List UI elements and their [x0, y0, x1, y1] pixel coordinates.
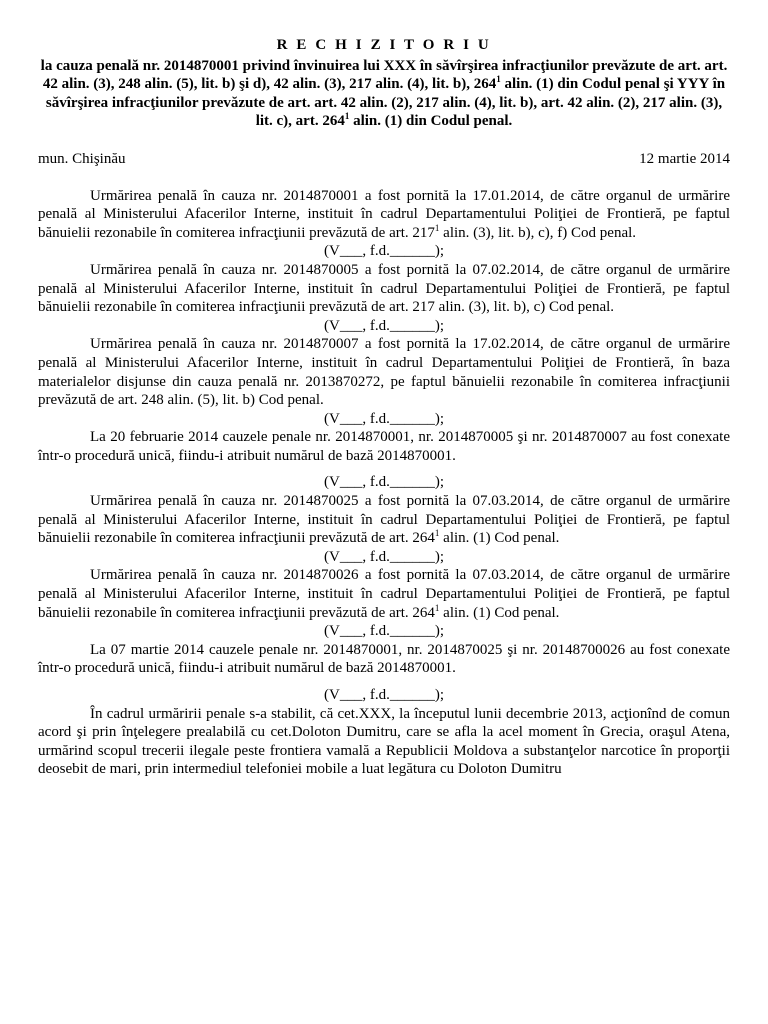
case-reference: (V___, f.d.______); [324, 243, 444, 260]
paragraph-7: La 07 martie 2014 cauzele penale nr. 2014870001, nr. 2014870025 şi nr. 20148700026 au fost conexate într-o procedură unică, fiindu-i atribuit numărul de bază 2014870001. [38, 641, 730, 677]
document-title: R E C H I Z I T O R I U [276, 37, 492, 53]
case-reference: (V___, f.d.______); [324, 474, 444, 491]
case-reference: (V___, f.d.______); [324, 623, 444, 640]
paragraph-4: La 20 februarie 2014 cauzele penale nr. 2014870001, nr. 2014870005 şi nr. 2014870007 au fost conexate într-o procedură unică, fiindu-i atribuit numărul de bază 2014870001. [38, 429, 730, 464]
case-reference: (V___, f.d.______); [324, 548, 444, 565]
place-date-row [38, 150, 730, 169]
paragraph-2: Urmărirea penală în cauza nr. 2014870005 a fost pornită la 07.02.2014, de către organul de urmărire penală al Ministerului Afacerilor Interne, instituit în cadrul Departamentului Poliţiei de Frontieră, pe faptul bănuielii rezonabile în comiterea infracţiunii prevăzută de art. 217 alin. (3), lit. b), c) Cod penal. [38, 261, 730, 316]
case-reference: (V___, f.d.______); [324, 410, 444, 427]
document-place: mun. Chişinău [38, 150, 126, 167]
document-subtitle: la cauza penală nr. 2014870001 privind învinuirea lui XXX în săvîrşirea infracţiunilor prevăzute de art. art. 42 alin. (3), 248 alin. (5), lit. b) şi d), 42 alin. (3), 217 alin. (4), lit. b), $264^1$ alin. (1) din Codul penal şi YYY în săvîrşirea infracţiunilor prevăzute de art. art. 42 alin. (2), 217 alin. (4), lit. b), art. 42 alin. (2), 217 alin. (3), lit. c), art. $264^1$ alin. (1) din Codul penal. [40, 57, 728, 130]
paragraph-5: Urmărirea penală în cauza nr. 2014870025 a fost pornită la 07.03.2014, de către organul de urmărire penală al Ministerului Afacerilor Interne, instituit în cadrul Departamentului Poliţiei de Frontieră, pe faptul bănuielii rezonabile în comiterea infracţiunii prevăzută de art. $264^1$ alin. (1) Cod penal. [38, 493, 730, 547]
paragraph-6: Urmărirea penală în cauza nr. 2014870026 a fost pornită la 07.03.2014, de către organul de urmărire penală al Ministerului Afacerilor Interne, instituit în cadrul Departamentului Poliţiei de Frontieră, pe faptul bănuielii rezonabile în comiterea infracţiunii prevăzută de art. $264^1$ alin. (1) Cod penal. [38, 567, 730, 621]
case-reference: (V___, f.d.______); [324, 317, 444, 334]
paragraph-3: Urmărirea penală în cauza nr. 2014870007 a fost pornită la 17.02.2014, de către organul de urmărire penală al Ministerului Afacerilor Interne, instituit în cadrul Departamentului Poliţiei de Frontieră, în baza materialelor disjunse din cauza penală nr. 2013870272, pe faptul bănuielii rezonabile în comiterea infracţiunii prevăzută de art. 248 alin. (5), lit. b) Cod penal. [38, 336, 730, 409]
paragraph-1: Urmărirea penală în cauza nr. 2014870001 a fost pornită la 17.01.2014, de către organul de urmărire penală al Ministerului Afacerilor Interne, instituit în cadrul Departamentului Poliţiei de Frontieră, pe faptul bănuielii rezonabile în comiterea infracţiunii prevăzută de art. $217^1$ alin. (3), lit. b), c), f) Cod penal. [38, 187, 730, 241]
case-reference: (V___, f.d.______); [324, 687, 444, 703]
paragraph-8: În cadrul urmăririi penale s-a stabilit, că cet.XXX, la începutul lunii decembrie 2013, acţionînd de comun acord şi prin înţelegere prealabilă cu cet.Doloton Dumitru, care se afla la acel moment în Grecia, oraşul Atena, urmărind scopul trecerii ilegale peste frontiera vamală a Republicii Moldova a substanţelor narcotice în proporţii deosebit de mari, prin intermediul telefoniei mobile a luat legătura cu Doloton Dumitru [38, 705, 730, 778]
document-date: 12 martie 2014 [639, 150, 730, 167]
